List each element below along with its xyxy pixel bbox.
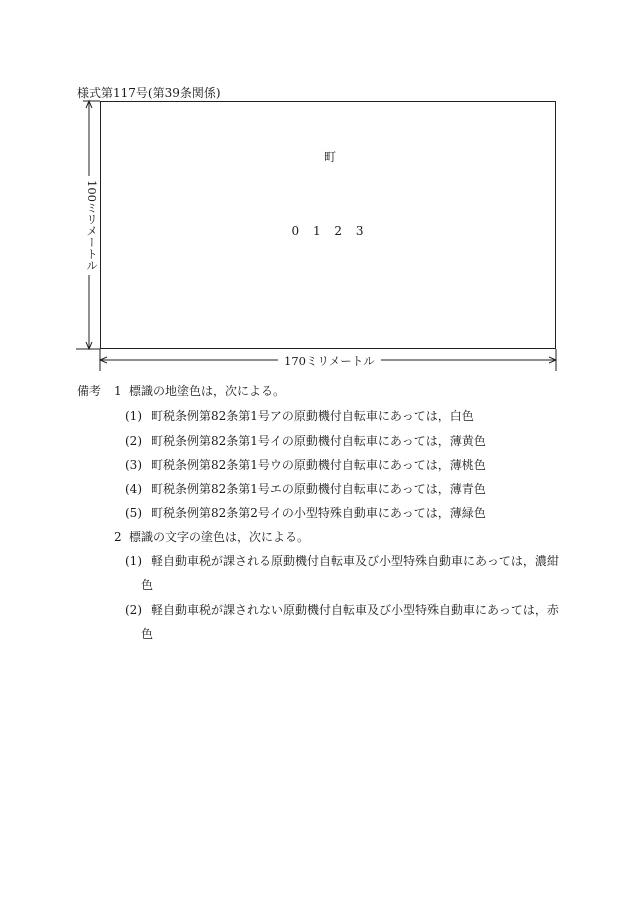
item-continuation: 色: [141, 627, 154, 641]
item-number: (2): [125, 603, 142, 617]
item-number: (3): [125, 458, 142, 472]
item-number: (4): [125, 482, 142, 496]
form-title: 様式第117号(第39条関係): [77, 86, 221, 100]
plate-figure: [0, 0, 630, 380]
item-text: 町税条例第82条第1号アの原動機付自転車にあっては，白色: [151, 409, 474, 423]
plate-number: 0 1 2 3: [291, 224, 369, 238]
license-plate: [100, 101, 556, 349]
section-text: 標識の地塗色は，次による。: [129, 384, 286, 398]
item-number: (1): [125, 409, 142, 423]
item-text: 町税条例第82条第1号エの原動機付自転車にあっては，薄青色: [151, 482, 486, 496]
item-text: 町税条例第82条第1号ウの原動機付自転車にあっては，薄桃色: [151, 458, 486, 472]
item-text: 町税条例第82条第2号イの小型特殊自動車にあっては，薄緑色: [151, 506, 486, 520]
item-text: 町税条例第82条第1号イの原動機付自転車にあっては，薄黄色: [151, 434, 486, 448]
item-text: 軽自動車税が課されない原動機付自転車及び小型特殊自動車にあっては，赤: [151, 603, 559, 617]
item-number: (2): [125, 434, 142, 448]
item-text: 軽自動車税が課される原動機付自転車及び小型特殊自動車にあっては，濃紺: [151, 554, 559, 568]
item-continuation: 色: [141, 578, 154, 592]
item-number: (5): [125, 506, 142, 520]
section-number: 1: [114, 384, 122, 398]
section-text: 標識の文字の塗色は，次による。: [129, 530, 310, 544]
plate-town-label: 町: [323, 150, 336, 164]
remarks-heading: 備考: [77, 384, 102, 398]
height-dimension-label: 100ミリメートル: [81, 176, 97, 275]
item-number: (1): [125, 554, 142, 568]
section-number: 2: [114, 530, 122, 544]
width-dimension-label: 170ミリメートル: [278, 353, 381, 369]
